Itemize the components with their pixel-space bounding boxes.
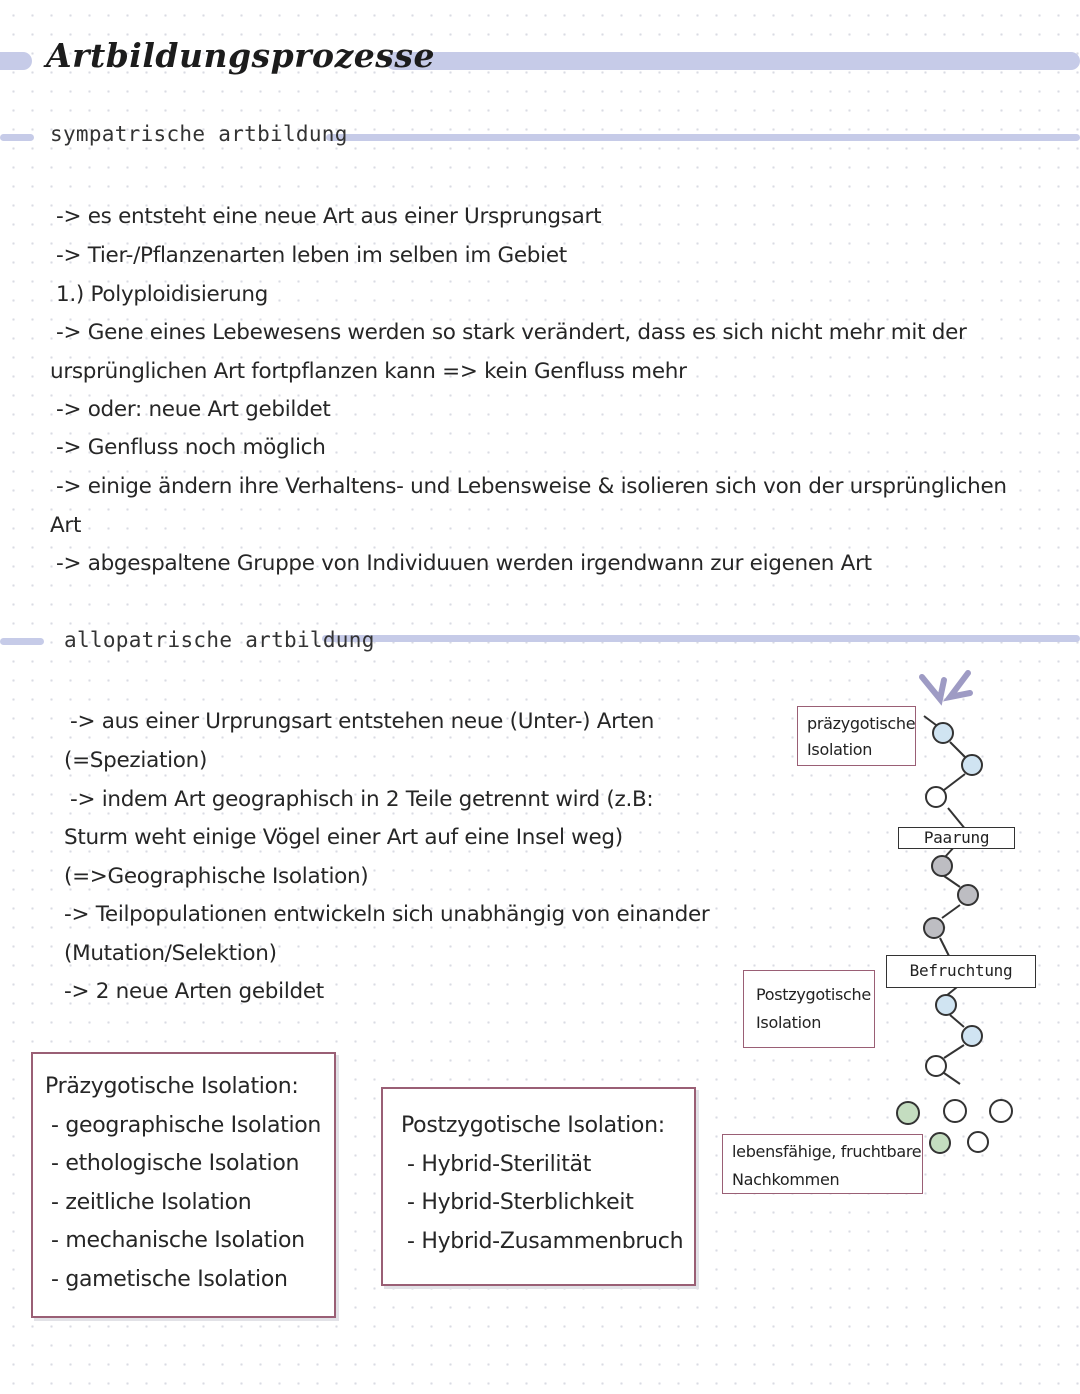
allopatric-line-2: (=Speziation) — [64, 748, 208, 773]
label-offspring-line: Nachkommen — [732, 1170, 840, 1189]
label-mating: Paarung — [898, 827, 1015, 849]
label-prezygotic-isolation — [797, 706, 916, 766]
label-postzygotic-isolation — [743, 970, 875, 1048]
allopatric-line-7: (Mutation/Selektion) — [64, 941, 277, 966]
label-postzygotic-line: Postzygotische — [756, 985, 871, 1004]
sympatric-heading: sympatrische artbildung — [50, 122, 348, 146]
cell-icon — [962, 1026, 982, 1046]
cell-icon — [958, 885, 978, 905]
allopatric-line-5: (=>Geographische Isolation) — [64, 864, 369, 889]
allopatric-line-4: Sturm weht einige Vögel einer Art auf eine Insel weg) — [64, 825, 623, 850]
allopatric-line-3: -> indem Art geographisch in 2 Teile getrennt wird (z.B: — [70, 787, 654, 812]
cell-icon — [926, 787, 946, 807]
allopatric-line-8: -> 2 neue Arten gebildet — [64, 979, 324, 1004]
cell-icon — [990, 1100, 1012, 1122]
label-prezygotic-line: Isolation — [807, 740, 873, 759]
cell-icon — [930, 1133, 950, 1153]
prezygotic-box-title: Präzygotische Isolation: — [45, 1074, 299, 1099]
cell-icon — [926, 1056, 946, 1076]
sympatric-line-4: -> Gene eines Lebewesens werden so stark verändert, dass es sich nicht mehr mit der — [56, 320, 967, 345]
sympatric-line-9: Art — [50, 513, 82, 538]
allopatric-heading: allopatrische artbildung — [64, 628, 375, 652]
cell-icon — [897, 1102, 919, 1124]
sympatric-line-7: -> Genfluss noch möglich — [56, 435, 326, 460]
sympatric-line-3: 1.) Polyploidisierung — [56, 282, 268, 307]
chain-cells — [897, 723, 1012, 1153]
cell-icon — [933, 723, 953, 743]
cell-icon — [944, 1100, 966, 1122]
cell-icon — [924, 918, 944, 938]
sympatric-line-8: -> einige ändern ihre Verhaltens- und Lebensweise & isolieren sich von der ursprünglichen — [56, 474, 1007, 499]
prezygotic-item: - ethologische Isolation — [51, 1151, 300, 1176]
sympatric-line-5: ursprünglichen Art fortpflanzen kann => kein Genfluss mehr — [50, 359, 687, 384]
sympatric-line-6: -> oder: neue Art gebildet — [56, 397, 331, 422]
prezygotic-item: - zeitliche Isolation — [51, 1189, 252, 1215]
sympatric-line-2: -> Tier-/Pflanzenarten leben im selben im Gebiet — [56, 243, 567, 268]
sympatric-line-1: -> es entsteht eine neue Art aus einer Ursprungsart — [56, 204, 602, 229]
sympatric-line-10: -> abgespaltene Gruppe von Individuuen werden irgendwann zur eigenen Art — [56, 551, 872, 576]
allopatric-line-6: -> Teilpopulationen entwickeln sich unabhängig von einander — [64, 902, 710, 927]
prezygotic-item: - geographische Isolation — [51, 1112, 322, 1138]
label-offspring — [722, 1134, 923, 1194]
postzygotic-item: - Hybrid-Sterblichkeit — [407, 1190, 634, 1215]
postzygotic-item: - Hybrid-Sterilität — [407, 1151, 592, 1177]
label-offspring-line: lebensfähige, fruchtbare — [732, 1142, 922, 1161]
arrow-icon — [922, 673, 970, 699]
allopatric-line-1: -> aus einer Urprungsart entstehen neue (Unter-) Arten — [70, 709, 655, 734]
cell-icon — [936, 995, 956, 1015]
prezygotic-item: - mechanische Isolation — [51, 1228, 305, 1253]
page-title: Artbildungsprozesse — [46, 36, 435, 75]
label-postzygotic-line: Isolation — [756, 1013, 822, 1032]
postzygotic-box-title: Postzygotische Isolation: — [401, 1113, 665, 1138]
label-prezygotic-line: präzygotische — [807, 714, 916, 733]
label-fertilization: Befruchtung — [886, 955, 1036, 988]
cell-icon — [932, 856, 952, 876]
prezygotic-item: - gametische Isolation — [51, 1266, 288, 1292]
postzygotic-item: - Hybrid-Zusammenbruch — [407, 1228, 684, 1254]
cell-icon — [962, 755, 982, 775]
cell-icon — [968, 1132, 988, 1152]
